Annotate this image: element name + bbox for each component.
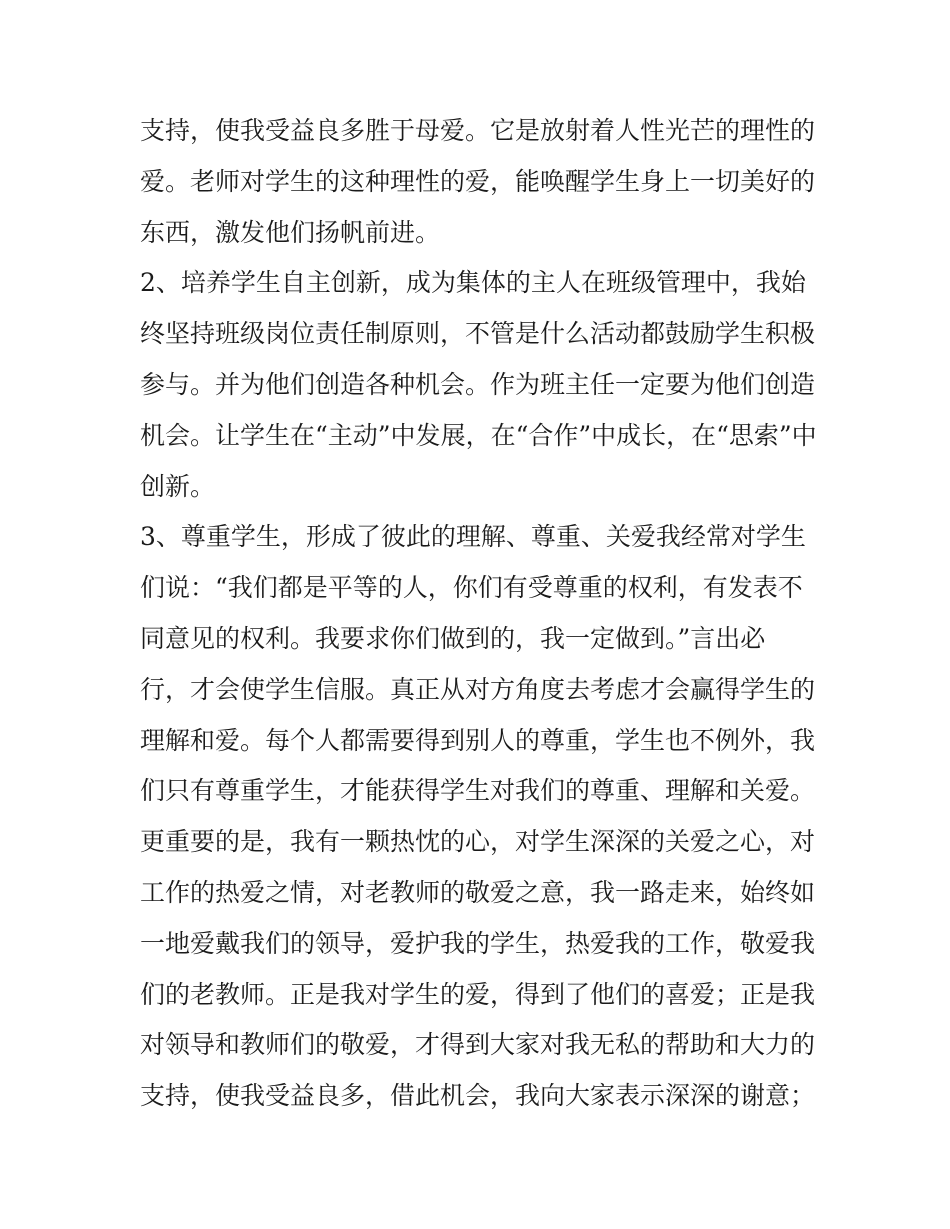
text-line: 终坚持班级岗位责任制原则，不管是什么活动都鼓励学生积极 [140, 319, 816, 349]
text-line: 机会。让学生在“主动”中发展，在“合作”中成长，在“思索”中 [140, 420, 817, 450]
text-line: 工作的热爱之情，对老教师的敬爱之意，我一路走来，始终如 [140, 877, 816, 907]
text-line: 3、尊重学生，形成了彼此的理解、尊重、关爱我经常对学生 [140, 522, 806, 552]
text-line: 对领导和教师们的敬爱，才得到大家对我无私的帮助和大力的 [140, 1030, 816, 1060]
text-line: 创新。 [140, 471, 216, 501]
text-line: 东西，激发他们扬帆前进。 [140, 217, 441, 247]
text-line: 行，才会使学生信服。真正从对方角度去考虑才会赢得学生的 [140, 674, 816, 704]
text-line: 更重要的是，我有一颗热忱的心，对学生深深的关爱之心，对 [140, 827, 816, 857]
text-line: 支持，使我受益良多，借此机会，我向大家表示深深的谢意； [140, 1081, 816, 1111]
text-line: 一地爱戴我们的领导，爱护我的学生，热爱我的工作，敬爱我 [140, 928, 816, 958]
text-line: 参与。并为他们创造各种机会。作为班主任一定要为他们创造 [140, 369, 816, 399]
text-line: 们说：“我们都是平等的人，你们有受尊重的权利，有发表不 [140, 573, 803, 603]
text-line: 2、培养学生自主创新，成为集体的主人在班级管理中，我始 [140, 268, 806, 298]
text-line: 同意见的权利。我要求你们做到的，我一定做到。”言出必 [140, 623, 766, 653]
text-line: 们只有尊重学生，才能获得学生对我们的尊重、理解和关爱。 [140, 776, 816, 806]
text-line: 爱。老师对学生的这种理性的爱，能唤醒学生身上一切美好的 [140, 166, 816, 196]
text-line: 们的老教师。正是我对学生的爱，得到了他们的喜爱；正是我 [140, 979, 816, 1009]
text-line: 理解和爱。每个人都需要得到别人的尊重，学生也不例外，我 [140, 725, 816, 755]
body-text [140, 106, 830, 1122]
text-line: 支持，使我受益良多胜于母爱。它是放射着人性光芒的理性的 [140, 116, 816, 145]
